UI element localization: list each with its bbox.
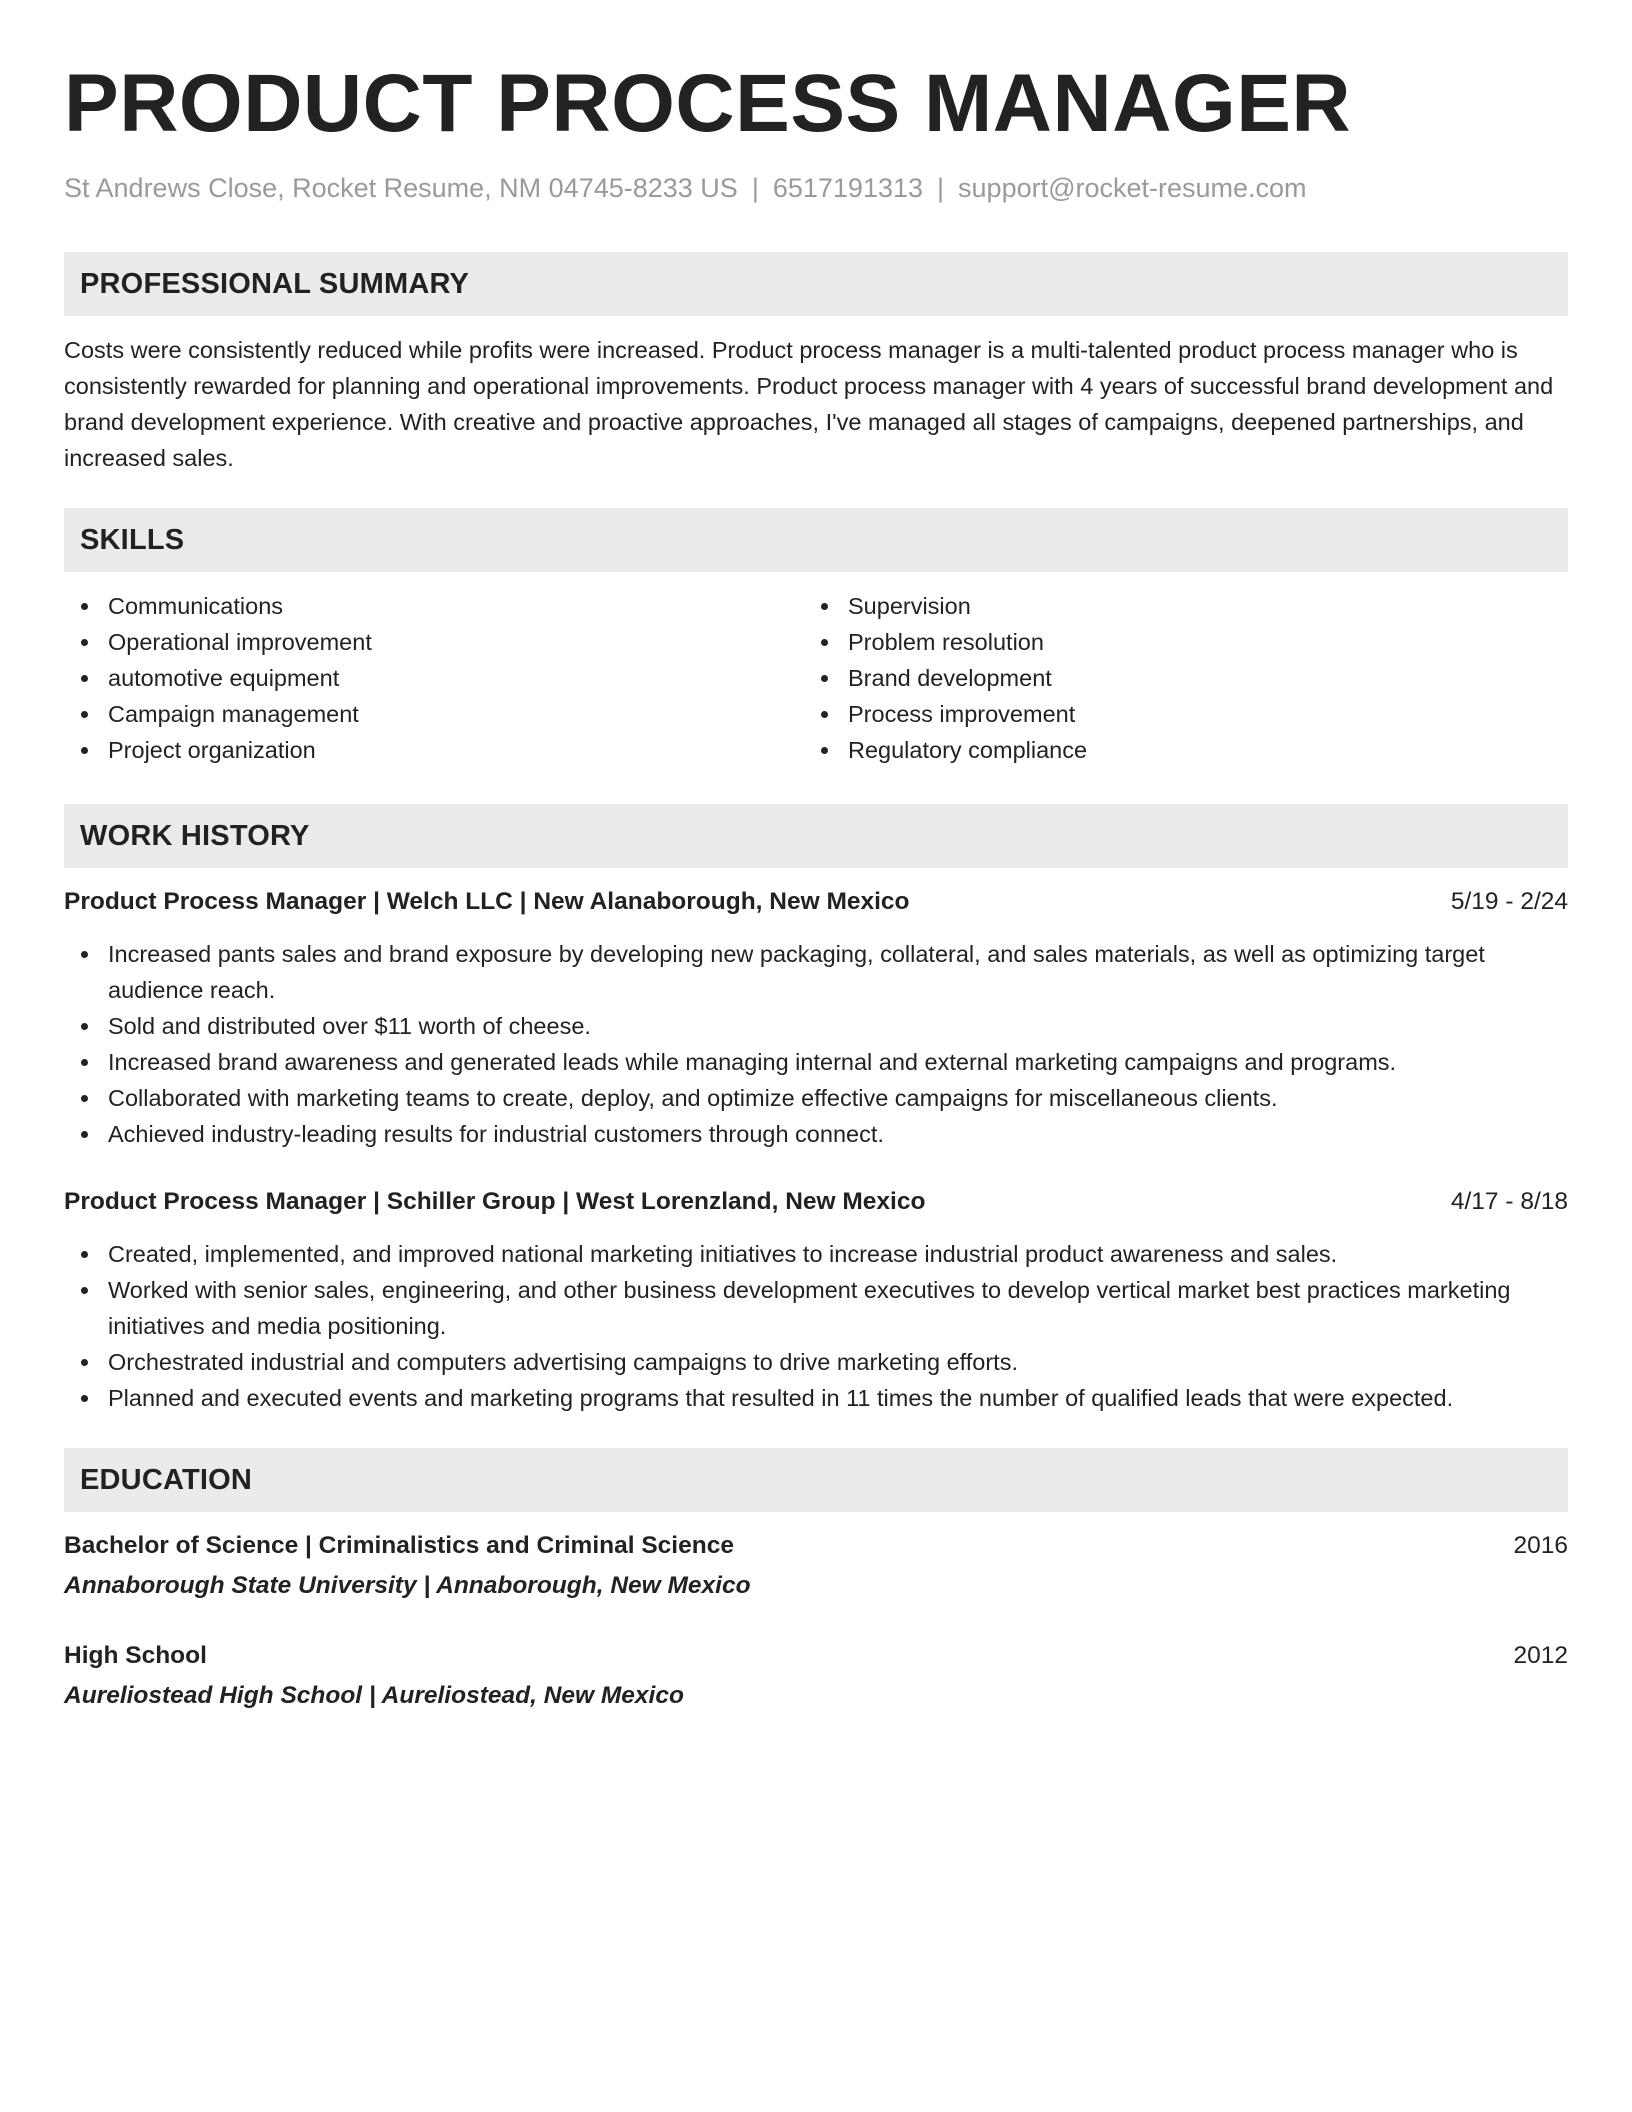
job-bullet: Achieved industry-leading results for industrial customers through connect. bbox=[64, 1116, 1568, 1152]
skills-list-left bbox=[64, 588, 804, 768]
education-year: 2012 bbox=[1513, 1642, 1568, 1669]
section-header-education: EDUCATION bbox=[64, 1448, 1568, 1512]
skill-item: Process improvement bbox=[804, 696, 1544, 732]
contact-separator: | bbox=[751, 173, 759, 203]
job-bullet: Orchestrated industrial and computers advertising campaigns to drive marketing efforts. bbox=[64, 1344, 1568, 1380]
contact-separator: | bbox=[937, 173, 945, 203]
job-bullets bbox=[64, 1236, 1568, 1416]
education-degree: Bachelor of Science | Criminalistics and Criminal Science bbox=[64, 1532, 734, 1559]
job-bullet: Increased brand awareness and generated leads while managing internal and external marketing campaigns and programs. bbox=[64, 1044, 1568, 1080]
education-header bbox=[64, 1638, 1568, 1674]
contact-email: support@rocket-resume.com bbox=[958, 173, 1307, 203]
job-header bbox=[64, 884, 1568, 920]
education-school: Aureliostead High School | Aureliostead, New Mexico bbox=[64, 1682, 684, 1709]
skills-list-right bbox=[804, 588, 1544, 768]
education-entry bbox=[64, 1638, 1568, 1714]
job-bullet: Collaborated with marketing teams to create, deploy, and optimize effective campaigns for miscellaneous clients. bbox=[64, 1080, 1568, 1116]
skill-item: Operational improvement bbox=[64, 624, 804, 660]
education-year: 2016 bbox=[1513, 1532, 1568, 1559]
education-school: Annaborough State University | Annaborough, New Mexico bbox=[64, 1572, 751, 1599]
job-entry bbox=[64, 884, 1568, 1152]
job-title: Product Process Manager | Welch LLC | New Alanaborough, New Mexico bbox=[64, 888, 910, 915]
skill-item: Supervision bbox=[804, 588, 1544, 624]
contact-address: St Andrews Close, Rocket Resume, NM 04745-8233 US bbox=[64, 173, 738, 203]
resume-name: PRODUCT PROCESS MANAGER bbox=[64, 58, 1352, 149]
contact-phone: 6517191313 bbox=[772, 173, 924, 203]
job-title: Product Process Manager | Schiller Group | West Lorenzland, New Mexico bbox=[64, 1188, 926, 1215]
job-bullet: Planned and executed events and marketing programs that resulted in 11 times the number of qualified leads that were expected. bbox=[64, 1380, 1568, 1416]
education-degree: High School bbox=[64, 1642, 207, 1669]
contact-line bbox=[64, 170, 1568, 206]
section-header-summary: PROFESSIONAL SUMMARY bbox=[64, 252, 1568, 316]
job-bullet: Sold and distributed over $11 worth of cheese. bbox=[64, 1008, 1568, 1044]
skill-item: Campaign management bbox=[64, 696, 804, 732]
skills-grid bbox=[64, 588, 1568, 768]
skill-item: Brand development bbox=[804, 660, 1544, 696]
job-bullet: Created, implemented, and improved national marketing initiatives to increase industrial product awareness and sales. bbox=[64, 1236, 1568, 1272]
job-bullet: Worked with senior sales, engineering, and other business development executives to develop vertical market best practices marketing initiatives and media positioning. bbox=[64, 1272, 1568, 1344]
skill-item: Project organization bbox=[64, 732, 804, 768]
skill-item: Regulatory compliance bbox=[804, 732, 1544, 768]
job-bullet: Increased pants sales and brand exposure by developing new packaging, collateral, and sales materials, as well as optimizing target audience reach. bbox=[64, 936, 1568, 1008]
education-entry bbox=[64, 1528, 1568, 1604]
skill-item: Communications bbox=[64, 588, 804, 624]
education-header bbox=[64, 1528, 1568, 1564]
job-bullets bbox=[64, 936, 1568, 1152]
job-entry bbox=[64, 1184, 1568, 1416]
skill-item: automotive equipment bbox=[64, 660, 804, 696]
skill-item: Problem resolution bbox=[804, 624, 1544, 660]
job-header bbox=[64, 1184, 1568, 1220]
job-dates: 4/17 - 8/18 bbox=[1450, 1188, 1568, 1215]
section-header-work-history: WORK HISTORY bbox=[64, 804, 1568, 868]
section-header-skills: SKILLS bbox=[64, 508, 1568, 572]
summary-text: Costs were consistently reduced while profits were increased. Product process manager is a multi-talented product process manager who is consistently rewarded for planning and operational improvements. Product process manager with 4 years of successful brand development and brand development experience. With creative and proactive approaches, I've managed all stages of campaigns, deepened partnerships, and increased sales. bbox=[64, 337, 1554, 471]
job-dates: 5/19 - 2/24 bbox=[1450, 888, 1568, 915]
